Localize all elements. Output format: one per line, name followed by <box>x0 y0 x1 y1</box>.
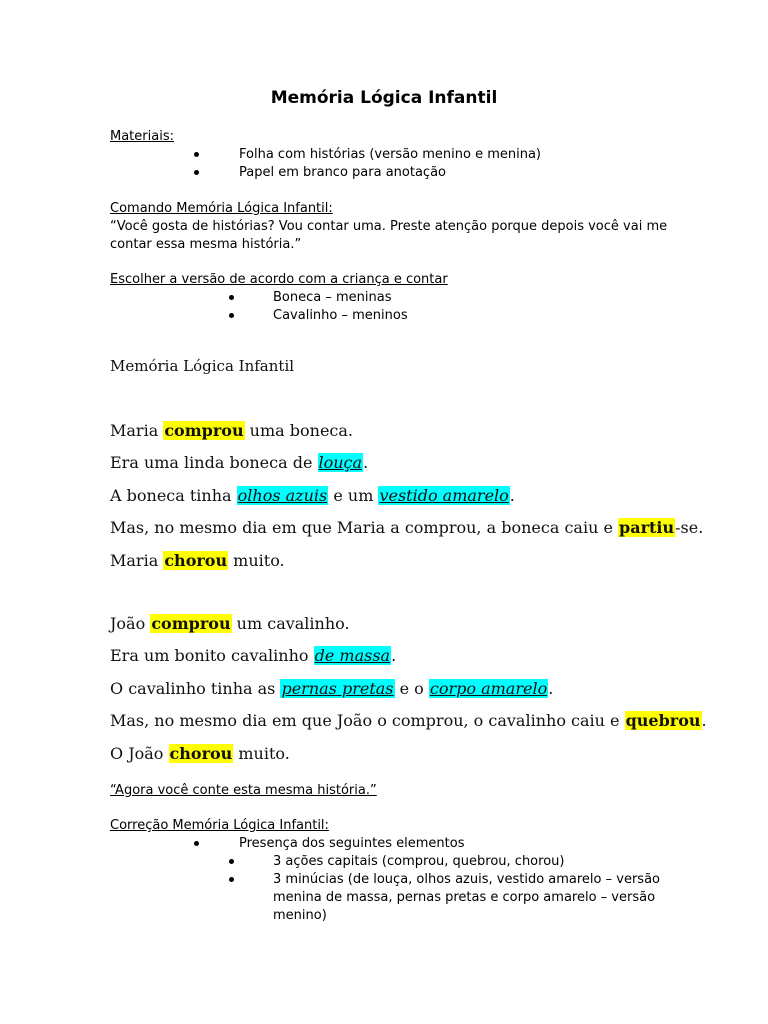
story-line-maria: Mas, no mesmo dia em que Maria a comprou, a boneca caiu e partiu-se. <box>110 518 704 537</box>
bullet-icon <box>194 841 199 846</box>
correcao-subitem-line: 3 minúcias (de louça, olhos azuis, vestido amarelo – versão <box>273 872 660 887</box>
materiais-heading: Materiais: <box>110 129 174 144</box>
story-line-maria: Maria comprou uma boneca. <box>110 421 353 440</box>
escolher-heading: Escolher a versão de acordo com a criança e contar <box>110 272 448 287</box>
highlight-detail: vestido amarelo <box>379 486 509 505</box>
highlight-action: partiu <box>619 518 675 537</box>
correcao-item: Presença dos seguintes elementos <box>239 836 465 851</box>
highlight-action: comprou <box>164 421 244 440</box>
bullet-icon <box>229 295 234 300</box>
highlight-action: comprou <box>151 614 231 633</box>
materiais-item: Folha com histórias (versão menino e menina) <box>239 147 542 162</box>
highlight-detail: olhos azuis <box>237 486 328 505</box>
correcao-subitem: 3 ações capitais (comprou, quebrou, chorou) <box>273 854 565 869</box>
highlight-detail: corpo amarelo <box>429 679 548 698</box>
highlight-detail: de massa <box>314 646 391 665</box>
highlight-action: chorou <box>164 551 228 570</box>
comando-text-line: contar essa mesma história.” <box>110 237 302 252</box>
story-line-maria: Era uma linda boneca de louça. <box>110 453 369 472</box>
bullet-icon <box>229 877 234 882</box>
highlight-detail: pernas pretas <box>281 679 394 698</box>
story-line-joao: Era um bonito cavalinho de massa. <box>110 646 397 665</box>
comando-heading: Comando Memória Lógica Infantil: <box>110 201 333 216</box>
correcao-subitem-line: menina de massa, pernas pretas e corpo amarelo – versão <box>273 890 656 905</box>
story-line-joao: O João chorou muito. <box>110 744 290 763</box>
escolher-item: Cavalinho – meninos <box>273 308 408 323</box>
story-subtitle: Memória Lógica Infantil <box>110 357 295 375</box>
story-line-joao: O cavalinho tinha as pernas pretas e o corpo amarelo. <box>110 679 554 698</box>
document-title: Memória Lógica Infantil <box>270 88 498 108</box>
bullet-icon <box>194 152 199 157</box>
highlight-detail: louça <box>318 453 363 472</box>
story-line-maria: Maria chorou muito. <box>110 551 285 570</box>
bullet-icon <box>229 313 234 318</box>
story-line-joao: Mas, no mesmo dia em que João o comprou, o cavalinho caiu e quebrou. <box>110 711 707 730</box>
bullet-icon <box>194 170 199 175</box>
escolher-item: Boneca – meninas <box>273 290 392 305</box>
highlight-action: quebrou <box>625 711 701 730</box>
agora-instruction: “Agora você conte esta mesma história.” <box>110 783 377 798</box>
bullet-icon <box>229 859 234 864</box>
materiais-item: Papel em branco para anotação <box>239 165 446 180</box>
correcao-subitem-line: menino) <box>273 908 327 923</box>
story-line-joao: João comprou um cavalinho. <box>110 614 350 633</box>
comando-text-line: “Você gosta de histórias? Vou contar uma. Preste atenção porque depois você vai me <box>110 219 668 234</box>
highlight-action: chorou <box>169 744 233 763</box>
correcao-heading: Correção Memória Lógica Infantil: <box>110 818 329 833</box>
story-line-maria: A boneca tinha olhos azuis e um vestido amarelo. <box>110 486 515 505</box>
